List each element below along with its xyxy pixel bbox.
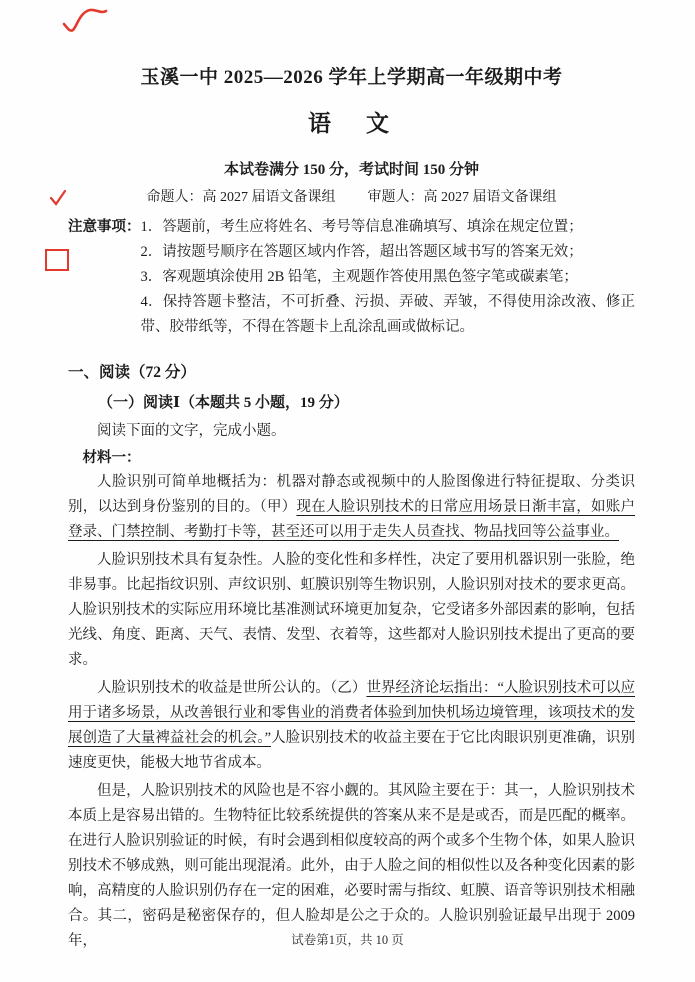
text-segment: 人脸识别可简单地概括为：机器对静态或视频中的人脸图像进行特征提取、分类识别，以达到身份鉴别的目的。（甲） [68, 474, 635, 515]
red-tick-annotation [48, 188, 68, 208]
passage-paragraph [68, 470, 635, 545]
reviewer-label: 审题人：高 2027 届语文备课组 [367, 190, 557, 205]
notice-section [68, 215, 635, 340]
notice-item: 1．答题前，考生应将姓名、考号等信息准确填写、填涂在规定位置； [140, 219, 583, 235]
reading-instruction: 阅读下面的文字，完成小题。 [97, 423, 286, 439]
notice-item: 3．客观题填涂使用 2B 铅笔，主观题作答使用黑色签字笔或碳素笔； [140, 269, 578, 285]
exam-title: 玉溪一中 2025—2026 学年上学期高一年级期中考 [140, 67, 563, 88]
setters-line [68, 186, 635, 206]
red-check-scribble-annotation [60, 5, 110, 37]
passage-paragraph [68, 676, 635, 776]
red-box-annotation [44, 248, 70, 272]
material-one-label: 材料一： [82, 450, 141, 466]
notice-item: 2．请按题号顺序在答题区域内作答，超出答题区域书写的答案无效； [140, 244, 583, 260]
underlined-text-segment: 现在人脸识别技术的日常应用场景日渐丰富，如账户登录、门禁控制、考勤打卡等，甚至还可以用于走失人员查找、物品找回等公益事业。 [68, 499, 636, 540]
notice-items [141, 215, 636, 340]
notice-item: 4．保持答题卡整洁，不可折叠、污损、弄破、弄皱，不得使用涂改液、修正带、胶带纸等，不得在答题卡上乱涂乱画或做标记。 [140, 294, 635, 335]
passage [68, 470, 635, 954]
page-footer: 试卷第1页，共 10 页 [291, 933, 404, 947]
notice-label: 注意事项： [68, 219, 141, 235]
subsection-reading1-heading: （一）阅读Ⅰ（本题共 5 小题，19 分） [98, 395, 349, 411]
underlined-text-segment: 世界经济论坛指出：“人脸识别技术可以应用于诸多场景，从改善银行业和零售业的消费者体验到加快机场边境管理，该项技术的发展创造了大量裨益社会的机会。” [68, 680, 635, 746]
page-content [68, 62, 635, 954]
passage-paragraph [68, 548, 635, 673]
subject-title: 语 文 [308, 111, 395, 136]
exam-info-line: 本试卷满分 150 分，考试时间 150 分钟 [223, 162, 479, 178]
setter-label: 命题人：高 2027 届语文备课组 [146, 190, 336, 205]
text-segment: 人脸识别技术的收益主要在于它比肉眼识别更准确，识别速度更快，能极大地节省成本。 [68, 730, 635, 771]
text-segment: 人脸识别技术具有复杂性。人脸的变化性和多样性，决定了要用机器识别一张脸，绝非易事。比起指纹识别、声纹识别、虹膜识别等生物识别，人脸识别对技术的要求更高。人脸识别技术的实际应用环境比基准测试环境更加复杂，它受诸多外部因素的影响，包括光线、角度、距离、天气、表情、发型、衣着等，这些都对人脸识别技术提出了更高的要求。 [68, 552, 635, 668]
passage-paragraph [68, 779, 635, 954]
section-reading-heading: 一、阅读（72 分） [68, 364, 196, 381]
text-segment: 但是，人脸识别技术的风险也是不容小觑的。其风险主要在于：其一，人脸识别技术本质上是容易出错的。生物特征比较系统提供的答案从来不是是或否，而是匹配的概率。在进行人脸识别验证的时候，有时会遇到相似度较高的两个或多个生物个体，如果人脸识别技术不够成熟，则可能出现混淆。此外，由于人脸之间的相似性以及各种变化因素的影响，高精度的人脸识别仍存在一定的困难，必要时需与指纹、虹膜、语音等识别技术相融合。其二，密码是秘密保存的，但人脸却是公之于众的。人脸识别验证最早出现于 2009 年， [68, 783, 635, 949]
text-segment: 人脸识别技术的收益是世所公认的。（乙） [97, 680, 367, 696]
